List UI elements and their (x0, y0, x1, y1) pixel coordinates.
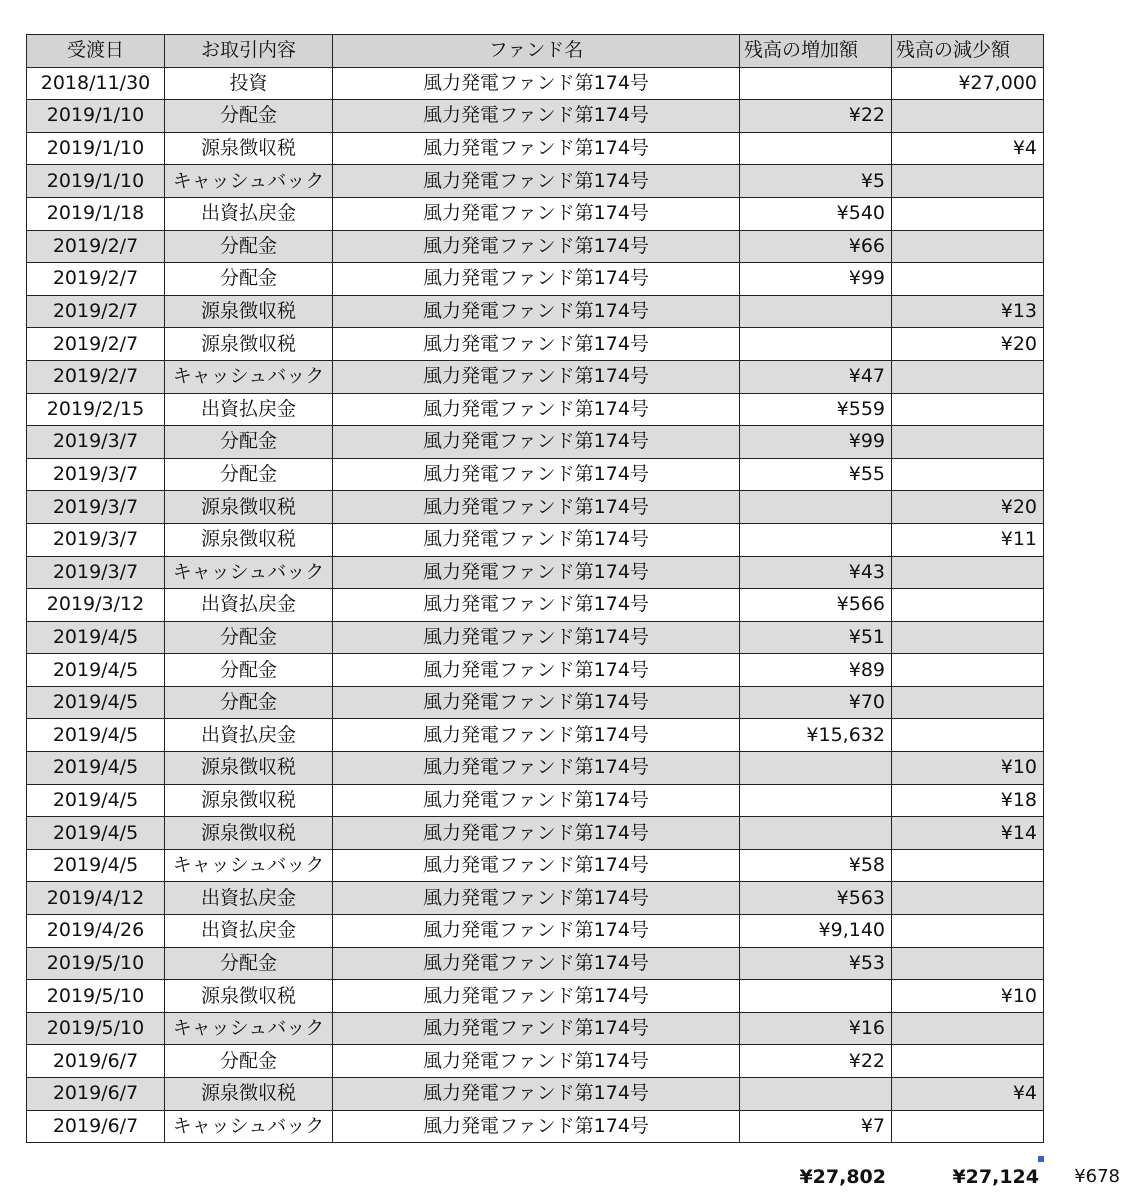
cell-type[interactable]: 分配金 (165, 230, 333, 263)
cell-increase[interactable]: ¥5 (740, 165, 892, 198)
cell-fund[interactable]: 風力発電ファンド第174号 (333, 686, 740, 719)
table-row (27, 197, 1044, 230)
cell-date[interactable]: 2019/1/18 (27, 197, 165, 230)
table-row (27, 1110, 1044, 1143)
cell-decrease[interactable] (892, 686, 1044, 719)
cell-date[interactable]: 2019/4/5 (27, 817, 165, 850)
cell-type[interactable]: 出資払戻金 (165, 197, 333, 230)
cell-decrease[interactable] (892, 197, 1044, 230)
cell-decrease[interactable]: ¥20 (892, 328, 1044, 361)
cell-decrease[interactable] (892, 100, 1044, 133)
cell-type[interactable]: 源泉徴収税 (165, 1078, 333, 1111)
cell-increase[interactable]: ¥559 (740, 393, 892, 426)
cell-date[interactable]: 2019/4/5 (27, 849, 165, 882)
header-fund[interactable]: ファンド名 (333, 35, 740, 68)
cell-type[interactable]: 源泉徴収税 (165, 752, 333, 785)
table-body (27, 67, 1044, 1143)
total-increase: ¥27,802 (799, 1166, 886, 1188)
cell-date[interactable]: 2019/4/26 (27, 915, 165, 948)
table-row (27, 752, 1044, 785)
cell-increase[interactable]: ¥66 (740, 230, 892, 263)
cell-decrease[interactable] (892, 1045, 1044, 1078)
table-row (27, 491, 1044, 524)
cell-decrease[interactable] (892, 360, 1044, 393)
table-row (27, 295, 1044, 328)
cell-date[interactable]: 2019/4/5 (27, 621, 165, 654)
cell-type[interactable]: 分配金 (165, 686, 333, 719)
cell-date[interactable]: 2019/4/5 (27, 719, 165, 752)
cell-decrease[interactable] (892, 882, 1044, 915)
cell-increase[interactable]: ¥89 (740, 654, 892, 687)
cell-fund[interactable]: 風力発電ファンド第174号 (333, 491, 740, 524)
total-decrease: ¥27,124 (952, 1166, 1039, 1188)
cell-date[interactable]: 2019/4/5 (27, 654, 165, 687)
cell-decrease[interactable]: ¥20 (892, 491, 1044, 524)
cell-increase[interactable]: ¥563 (740, 882, 892, 915)
cell-date[interactable]: 2019/5/10 (27, 1012, 165, 1045)
table-row (27, 132, 1044, 165)
table-row (27, 784, 1044, 817)
cell-increase[interactable]: ¥58 (740, 849, 892, 882)
cell-increase[interactable]: ¥7 (740, 1110, 892, 1143)
cell-decrease[interactable]: ¥4 (892, 1078, 1044, 1111)
cell-decrease[interactable] (892, 1110, 1044, 1143)
cell-type[interactable]: 分配金 (165, 654, 333, 687)
cell-type[interactable]: キャッシュバック (165, 165, 333, 198)
table-row (27, 360, 1044, 393)
cell-date[interactable]: 2019/2/7 (27, 360, 165, 393)
cell-type[interactable]: 分配金 (165, 100, 333, 133)
cell-fund[interactable]: 風力発電ファンド第174号 (333, 100, 740, 133)
cell-fund[interactable]: 風力発電ファンド第174号 (333, 719, 740, 752)
cell-fund[interactable]: 風力発電ファンド第174号 (333, 165, 740, 198)
transaction-table (26, 34, 1044, 1143)
cell-type[interactable]: 源泉徴収税 (165, 980, 333, 1013)
cell-increase[interactable]: ¥540 (740, 197, 892, 230)
cell-date[interactable]: 2019/2/7 (27, 328, 165, 361)
cell-decrease[interactable] (892, 263, 1044, 296)
header-decrease[interactable]: 残高の減少額 (892, 35, 1044, 68)
cell-fund[interactable]: 風力発電ファンド第174号 (333, 263, 740, 296)
table-row (27, 849, 1044, 882)
cell-fund[interactable]: 風力発電ファンド第174号 (333, 328, 740, 361)
cell-date[interactable]: 2019/6/7 (27, 1110, 165, 1143)
cell-fund[interactable]: 風力発電ファンド第174号 (333, 67, 740, 100)
header-type[interactable]: お取引内容 (165, 35, 333, 68)
cell-type[interactable]: 出資払戻金 (165, 882, 333, 915)
cell-fund[interactable]: 風力発電ファンド第174号 (333, 393, 740, 426)
cell-type[interactable]: 源泉徴収税 (165, 491, 333, 524)
cell-type[interactable]: 出資払戻金 (165, 719, 333, 752)
table-row (27, 393, 1044, 426)
cell-decrease[interactable] (892, 915, 1044, 948)
table-row (27, 523, 1044, 556)
cell-date[interactable]: 2019/1/10 (27, 100, 165, 133)
table-row (27, 589, 1044, 622)
cell-date[interactable]: 2019/4/5 (27, 752, 165, 785)
cell-increase[interactable]: ¥43 (740, 556, 892, 589)
cell-increase[interactable]: ¥55 (740, 458, 892, 491)
cell-increase[interactable]: ¥22 (740, 100, 892, 133)
cell-fund[interactable]: 風力発電ファンド第174号 (333, 132, 740, 165)
table-row (27, 817, 1044, 850)
cell-type[interactable]: 分配金 (165, 1045, 333, 1078)
cell-fund[interactable]: 風力発電ファンド第174号 (333, 1078, 740, 1111)
cell-date[interactable]: 2019/6/7 (27, 1078, 165, 1111)
cell-type[interactable]: 分配金 (165, 263, 333, 296)
cell-date[interactable]: 2019/4/5 (27, 686, 165, 719)
cell-increase[interactable] (740, 295, 892, 328)
table-row (27, 1078, 1044, 1111)
cell-decrease[interactable] (892, 849, 1044, 882)
cell-increase[interactable] (740, 67, 892, 100)
table-row (27, 67, 1044, 100)
cell-fund[interactable]: 風力発電ファンド第174号 (333, 849, 740, 882)
cell-type[interactable]: 源泉徴収税 (165, 132, 333, 165)
cell-date[interactable]: 2019/2/7 (27, 230, 165, 263)
cell-decrease[interactable]: ¥11 (892, 523, 1044, 556)
cell-decrease[interactable]: ¥18 (892, 784, 1044, 817)
cell-type[interactable]: 出資払戻金 (165, 589, 333, 622)
cell-fund[interactable]: 風力発電ファンド第174号 (333, 784, 740, 817)
cell-decrease[interactable]: ¥4 (892, 132, 1044, 165)
cell-decrease[interactable]: ¥27,000 (892, 67, 1044, 100)
cell-fund[interactable]: 風力発電ファンド第174号 (333, 654, 740, 687)
cell-fund[interactable]: 風力発電ファンド第174号 (333, 1045, 740, 1078)
cell-increase[interactable] (740, 1078, 892, 1111)
cell-decrease[interactable] (892, 589, 1044, 622)
cell-type[interactable]: 分配金 (165, 426, 333, 459)
table-row (27, 230, 1044, 263)
cell-fund[interactable]: 風力発電ファンド第174号 (333, 947, 740, 980)
table-row (27, 263, 1044, 296)
cell-increase[interactable]: ¥9,140 (740, 915, 892, 948)
cell-increase[interactable] (740, 817, 892, 850)
cell-fund[interactable]: 風力発電ファンド第174号 (333, 882, 740, 915)
table-row (27, 458, 1044, 491)
cell-fund[interactable]: 風力発電ファンド第174号 (333, 197, 740, 230)
cell-date[interactable]: 2019/3/7 (27, 458, 165, 491)
table-row (27, 621, 1044, 654)
cell-increase[interactable] (740, 752, 892, 785)
table-row (27, 882, 1044, 915)
cell-fund[interactable]: 風力発電ファンド第174号 (333, 589, 740, 622)
cell-type[interactable]: キャッシュバック (165, 556, 333, 589)
cell-type[interactable]: 源泉徴収税 (165, 523, 333, 556)
cell-decrease[interactable]: ¥13 (892, 295, 1044, 328)
cell-date[interactable]: 2019/1/10 (27, 132, 165, 165)
cell-type[interactable]: 出資払戻金 (165, 393, 333, 426)
cell-increase[interactable] (740, 328, 892, 361)
cell-increase[interactable]: ¥70 (740, 686, 892, 719)
cell-date[interactable]: 2019/1/10 (27, 165, 165, 198)
cell-increase[interactable] (740, 491, 892, 524)
cell-date[interactable]: 2019/3/12 (27, 589, 165, 622)
cell-fund[interactable]: 風力発電ファンド第174号 (333, 556, 740, 589)
cell-increase[interactable]: ¥566 (740, 589, 892, 622)
cell-decrease[interactable] (892, 556, 1044, 589)
table-row (27, 556, 1044, 589)
cell-type[interactable]: 分配金 (165, 458, 333, 491)
cell-type[interactable]: 分配金 (165, 947, 333, 980)
cell-type[interactable]: 源泉徴収税 (165, 784, 333, 817)
cell-date[interactable]: 2019/2/7 (27, 263, 165, 296)
table-row (27, 980, 1044, 1013)
cell-decrease[interactable] (892, 458, 1044, 491)
table-row (27, 165, 1044, 198)
cell-decrease[interactable] (892, 393, 1044, 426)
transaction-sheet (26, 34, 1044, 1143)
cell-fund[interactable]: 風力発電ファンド第174号 (333, 295, 740, 328)
cell-increase[interactable] (740, 980, 892, 1013)
cell-type[interactable]: 源泉徴収税 (165, 328, 333, 361)
table-row (27, 1045, 1044, 1078)
cell-type[interactable]: 源泉徴収税 (165, 817, 333, 850)
header-date[interactable]: 受渡日 (27, 35, 165, 68)
cell-increase[interactable]: ¥22 (740, 1045, 892, 1078)
table-row (27, 426, 1044, 459)
cell-fund[interactable]: 風力発電ファンド第174号 (333, 458, 740, 491)
cell-fund[interactable]: 風力発電ファンド第174号 (333, 1012, 740, 1045)
table-row (27, 654, 1044, 687)
cell-decrease[interactable] (892, 1012, 1044, 1045)
cell-fund[interactable]: 風力発電ファンド第174号 (333, 1110, 740, 1143)
cell-increase[interactable]: ¥47 (740, 360, 892, 393)
cell-increase[interactable]: ¥53 (740, 947, 892, 980)
cell-type[interactable]: 分配金 (165, 621, 333, 654)
cell-date[interactable]: 2019/3/7 (27, 523, 165, 556)
cell-fund[interactable]: 風力発電ファンド第174号 (333, 915, 740, 948)
cell-type[interactable]: キャッシュバック (165, 360, 333, 393)
cell-decrease[interactable] (892, 947, 1044, 980)
cell-decrease[interactable] (892, 621, 1044, 654)
cell-decrease[interactable] (892, 165, 1044, 198)
header-increase[interactable]: 残高の増加額 (740, 35, 892, 68)
cell-decrease[interactable] (892, 426, 1044, 459)
cell-fund[interactable]: 風力発電ファンド第174号 (333, 752, 740, 785)
cell-increase[interactable]: ¥15,632 (740, 719, 892, 752)
cell-type[interactable]: 投資 (165, 67, 333, 100)
cell-fund[interactable]: 風力発電ファンド第174号 (333, 980, 740, 1013)
table-row (27, 1012, 1044, 1045)
cell-type[interactable]: キャッシュバック (165, 849, 333, 882)
cell-date[interactable]: 2019/3/7 (27, 556, 165, 589)
cell-increase[interactable]: ¥16 (740, 1012, 892, 1045)
cell-type[interactable]: キャッシュバック (165, 1012, 333, 1045)
cell-type[interactable]: キャッシュバック (165, 1110, 333, 1143)
cell-decrease[interactable]: ¥14 (892, 817, 1044, 850)
cell-date[interactable]: 2019/5/10 (27, 980, 165, 1013)
table-row (27, 947, 1044, 980)
cell-type[interactable]: 出資払戻金 (165, 915, 333, 948)
cell-increase[interactable] (740, 132, 892, 165)
cell-fund[interactable]: 風力発電ファンド第174号 (333, 817, 740, 850)
table-row (27, 100, 1044, 133)
cell-type[interactable]: 源泉徴収税 (165, 295, 333, 328)
cell-decrease[interactable] (892, 654, 1044, 687)
cell-fund[interactable]: 風力発電ファンド第174号 (333, 621, 740, 654)
header-row (27, 35, 1044, 68)
table-row (27, 719, 1044, 752)
cell-decrease[interactable] (892, 230, 1044, 263)
cell-date[interactable]: 2019/3/7 (27, 426, 165, 459)
cell-date[interactable]: 2018/11/30 (27, 67, 165, 100)
net-balance: ¥678 (1074, 1166, 1120, 1187)
cell-date[interactable]: 2019/5/10 (27, 947, 165, 980)
cell-date[interactable]: 2019/3/7 (27, 491, 165, 524)
table-row (27, 915, 1044, 948)
cell-date[interactable]: 2019/6/7 (27, 1045, 165, 1078)
cell-decrease[interactable]: ¥10 (892, 752, 1044, 785)
cell-fund[interactable]: 風力発電ファンド第174号 (333, 523, 740, 556)
cell-fund[interactable]: 風力発電ファンド第174号 (333, 230, 740, 263)
cell-increase[interactable] (740, 523, 892, 556)
cell-increase[interactable]: ¥99 (740, 426, 892, 459)
cell-increase[interactable]: ¥51 (740, 621, 892, 654)
cell-decrease[interactable]: ¥10 (892, 980, 1044, 1013)
cell-increase[interactable] (740, 784, 892, 817)
cell-date[interactable]: 2019/2/15 (27, 393, 165, 426)
cell-date[interactable]: 2019/4/5 (27, 784, 165, 817)
cell-date[interactable]: 2019/2/7 (27, 295, 165, 328)
cell-fund[interactable]: 風力発電ファンド第174号 (333, 426, 740, 459)
cell-fund[interactable]: 風力発電ファンド第174号 (333, 360, 740, 393)
cell-date[interactable]: 2019/4/12 (27, 882, 165, 915)
table-row (27, 328, 1044, 361)
table-row (27, 686, 1044, 719)
selection-fill-handle[interactable] (1038, 1156, 1044, 1162)
cell-decrease[interactable] (892, 719, 1044, 752)
cell-increase[interactable]: ¥99 (740, 263, 892, 296)
